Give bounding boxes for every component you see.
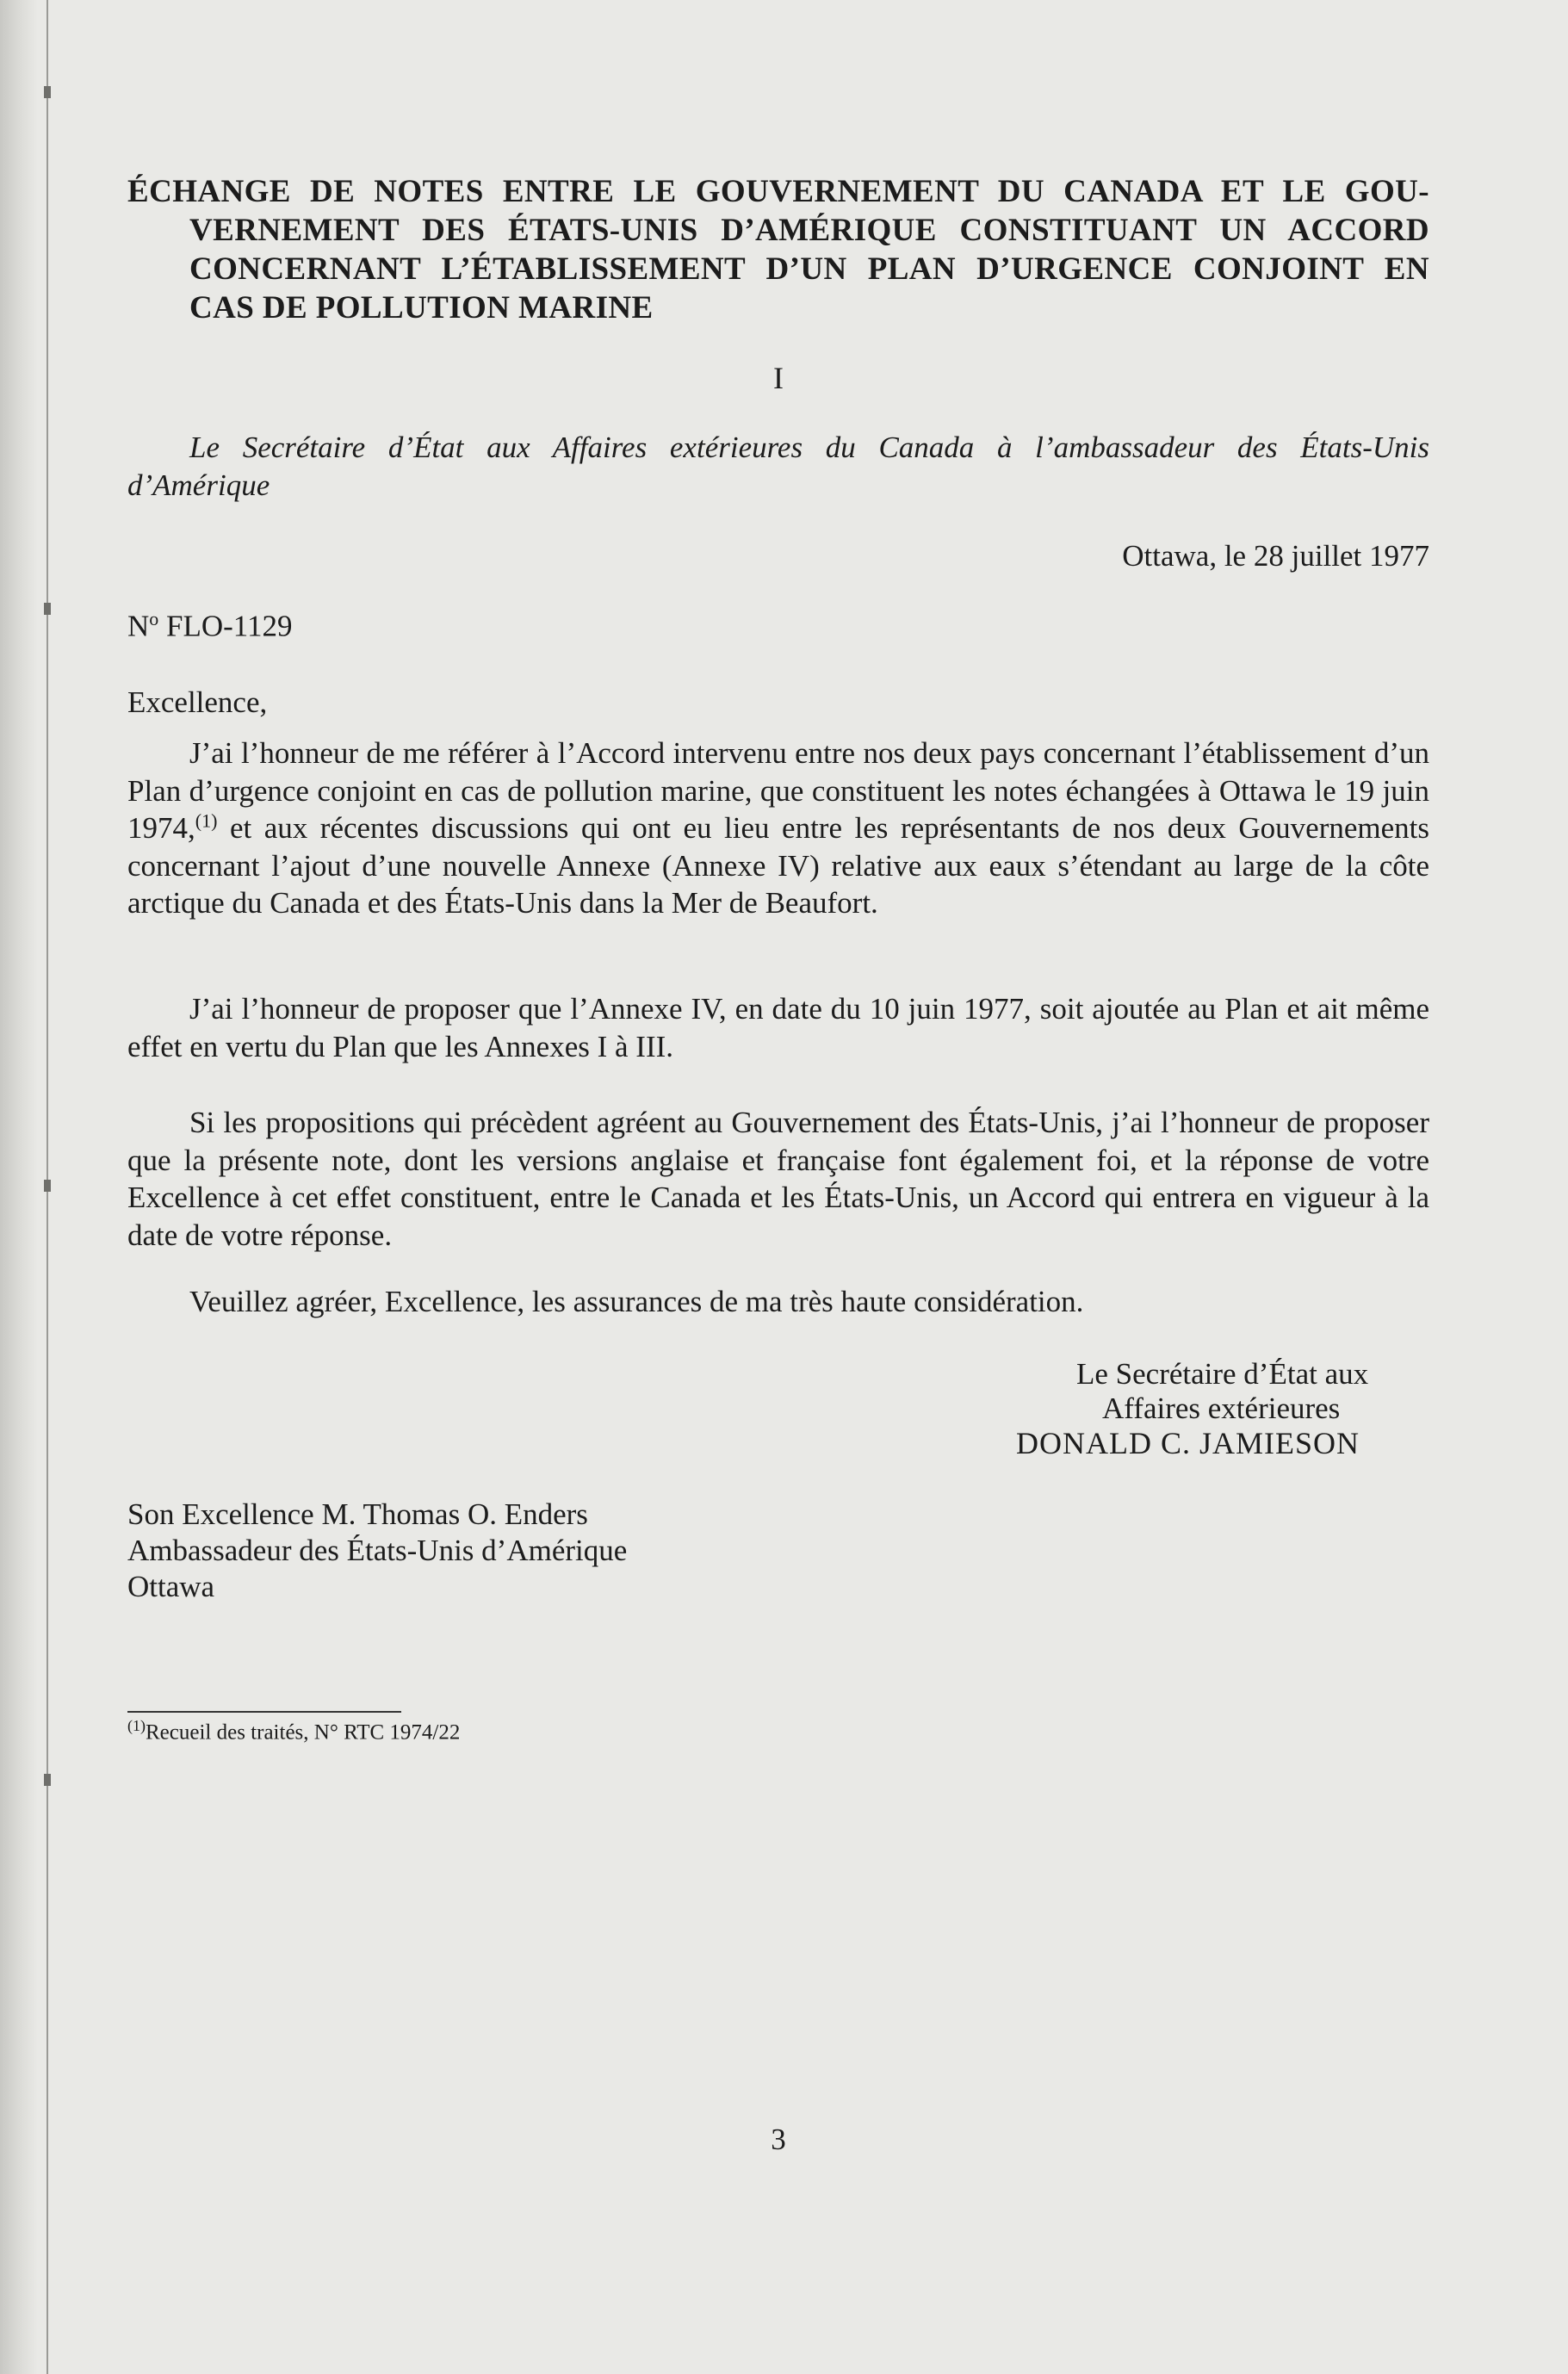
section-number: I — [773, 361, 784, 395]
body-paragraph: J’ai l’honneur de proposer que l’Annexe IV, en date du 10 juin 1977, soit ajoutée au Plan et ait même effet en vertu du Plan que les Annexes I à III. — [127, 992, 1429, 1063]
page-binding-edge — [0, 0, 38, 2374]
footnote-text: Recueil des traités, N° RTC 1974/22 — [146, 1720, 461, 1745]
reference-prefix-sup: o — [149, 608, 159, 629]
paragraph-text: J’ai l’honneur de me référer à l’Accord intervenu entre nos deux pays concernant l’établissement d’un Plan d’urgence conjoint en cas de pollution marine, que constituent les notes échangées à Ottawa le 19 juin 1974, — [127, 736, 1429, 845]
body-paragraph — [127, 735, 1429, 922]
addressee-line: Son Excellence M. Thomas O. Enders — [127, 1497, 588, 1531]
letter-heading-line: Le Secrétaire d’État aux Affaires extérieures du Canada à l’ambassadeur des États-Unis — [189, 431, 1429, 464]
footnote-reference: (1) — [195, 809, 218, 832]
signature-name: DONALD C. JAMIESON — [1016, 1426, 1360, 1460]
reference-prefix: N — [127, 609, 150, 643]
addressee-block — [127, 1497, 627, 1605]
addressee-line: Ambassadeur des États-Unis d’Amérique — [127, 1534, 628, 1567]
title-line: CONCERNANT L’ÉTABLISSEMENT D’UN PLAN D’URGENCE CONJOINT EN — [189, 251, 1429, 287]
document-title — [127, 172, 1429, 327]
signature-title: Le Secrétaire d’État aux — [1076, 1357, 1369, 1391]
letter-heading-line: d’Amérique — [127, 468, 270, 502]
footnote-divider — [127, 1711, 401, 1713]
binding-stitch — [44, 1774, 51, 1786]
page-number: 3 — [771, 2123, 786, 2156]
document-page — [127, 0, 1429, 2374]
binding-stitch — [44, 603, 51, 615]
signature-block — [1016, 1357, 1429, 1460]
paragraph-text: et aux récentes discussions qui ont eu lieu entre les représentants de nos deux Gouvernements concernant l’ajout d’une nouvelle Annexe (Annexe IV) relative aux eaux s’étendant au large de la côte arctique du Canada et des États-Unis dans la Mer de Beaufort. — [127, 811, 1429, 920]
binding-stitch — [44, 1180, 51, 1192]
signature-title: Affaires extérieures — [1102, 1392, 1341, 1425]
closing-paragraph: Veuillez agréer, Excellence, les assurances de ma très haute considération. — [189, 1285, 1084, 1318]
letter-heading — [127, 429, 1429, 505]
title-line: CAS DE POLLUTION MARINE — [189, 290, 654, 325]
note-reference — [127, 608, 293, 644]
salutation: Excellence, — [127, 685, 268, 719]
footnote — [127, 1717, 460, 1745]
addressee-line: Ottawa — [127, 1570, 215, 1603]
footnote-marker: (1) — [127, 1717, 146, 1734]
title-line: VERNEMENT DES ÉTATS-UNIS D’AMÉRIQUE CONSTITUANT UN ACCORD — [189, 213, 1429, 248]
binding-stitch — [44, 86, 51, 98]
reference-number: FLO-1129 — [158, 609, 293, 643]
letter-date: Ottawa, le 28 juillet 1977 — [1122, 539, 1429, 573]
body-paragraph: Si les propositions qui précèdent agréent au Gouvernement des États-Unis, j’ai l’honneur de proposer que la présente note, dont les versions anglaise et française font également foi, et la réponse de votre Excellence à cet effet constituent, entre le Canada et les États-Unis, un Accord qui entrera en vigueur à la date de votre réponse. — [127, 1106, 1429, 1252]
title-line: ÉCHANGE DE NOTES ENTRE LE GOUVERNEMENT DU CANADA ET LE GOU- — [127, 174, 1429, 209]
